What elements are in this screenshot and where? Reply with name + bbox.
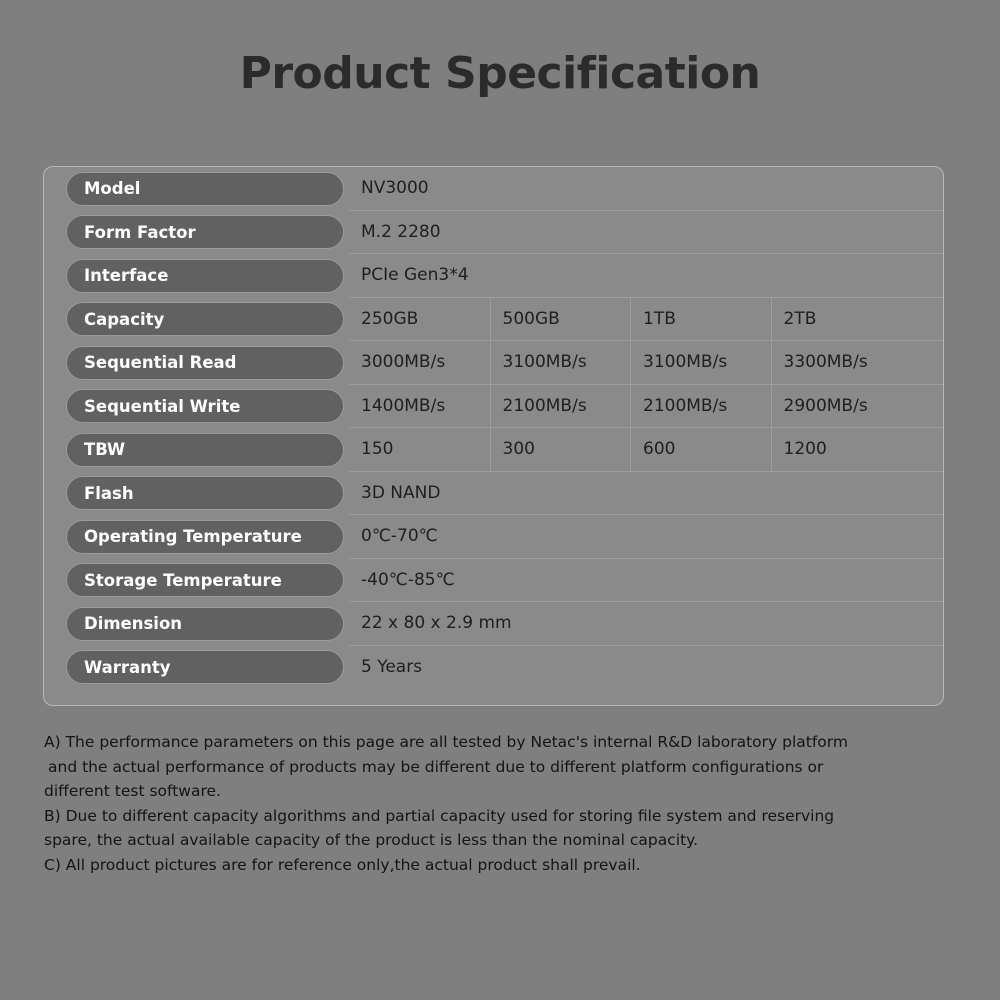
row-value: 2100MB/s xyxy=(630,385,771,428)
row-value: NV3000 xyxy=(361,178,429,199)
footnotes xyxy=(44,730,964,877)
row-label-text: Operating Temperature xyxy=(84,527,302,547)
row-label-cell xyxy=(44,602,349,646)
row-label-cell xyxy=(44,254,349,298)
row-value: 3D NAND xyxy=(361,482,441,503)
specification-table xyxy=(43,166,944,706)
row-label-pill xyxy=(66,346,344,380)
table-row xyxy=(44,298,943,342)
table-row xyxy=(44,515,943,559)
row-label-cell xyxy=(44,298,349,342)
row-value: 2900MB/s xyxy=(771,385,912,428)
row-label-pill xyxy=(66,259,344,293)
row-label-pill xyxy=(66,476,344,510)
footnote-a-line-1: A) The performance parameters on this page are all tested by Netac's internal R&D laboratory platform xyxy=(44,733,848,751)
row-value: 3300MB/s xyxy=(771,341,912,384)
row-label-cell xyxy=(44,515,349,559)
row-label-cell xyxy=(44,428,349,472)
row-values xyxy=(349,515,943,559)
table-row xyxy=(44,646,943,690)
row-value: M.2 2280 xyxy=(361,221,441,242)
row-label-cell xyxy=(44,646,349,690)
row-value: -40℃-85℃ xyxy=(361,569,455,590)
row-values xyxy=(349,385,943,429)
table-row xyxy=(44,385,943,429)
table-row xyxy=(44,167,943,211)
row-label-text: Storage Temperature xyxy=(84,570,282,590)
row-value: 1TB xyxy=(630,298,771,341)
row-label-cell xyxy=(44,472,349,516)
row-label-text: Interface xyxy=(84,266,169,286)
row-label-cell xyxy=(44,341,349,385)
row-label-pill xyxy=(66,389,344,423)
row-values xyxy=(349,602,943,646)
table-row xyxy=(44,211,943,255)
row-label-pill xyxy=(66,433,344,467)
row-label-text: Sequential Read xyxy=(84,353,237,373)
row-label-text: Capacity xyxy=(84,309,165,329)
row-label-pill xyxy=(66,172,344,206)
table-row xyxy=(44,472,943,516)
row-label-text: Dimension xyxy=(84,614,183,634)
footnote-a-line-2: and the actual performance of products may be different due to different platform configurations or xyxy=(48,757,824,776)
row-value: 2TB xyxy=(771,298,912,341)
row-label-text: Warranty xyxy=(84,657,171,677)
row-value: 5 Years xyxy=(361,657,423,678)
table-row xyxy=(44,341,943,385)
row-label-cell xyxy=(44,385,349,429)
row-value: 500GB xyxy=(490,298,631,341)
row-label-text: Model xyxy=(84,179,141,199)
footnote-b-line-2: spare, the actual available capacity of the product is less than the nominal capacity. xyxy=(44,831,699,849)
row-value: 250GB xyxy=(361,308,419,329)
row-values xyxy=(349,341,943,385)
row-value: PCIe Gen3*4 xyxy=(361,265,469,286)
table-row xyxy=(44,428,943,472)
row-values xyxy=(349,428,943,472)
row-value: 3100MB/s xyxy=(490,341,631,384)
row-values xyxy=(349,559,943,603)
row-label-pill xyxy=(66,650,344,684)
row-label-pill xyxy=(66,302,344,336)
footnote-c-line-1: C) All product pictures are for reference only,the actual product shall prevail. xyxy=(44,855,641,874)
footnote-b-line-1: B) Due to different capacity algorithms and partial capacity used for storing file system and reserving xyxy=(44,806,835,825)
row-values xyxy=(349,254,943,298)
row-value: 600 xyxy=(630,428,771,471)
row-value: 3000MB/s xyxy=(361,352,446,373)
row-label-text: TBW xyxy=(84,440,126,460)
page-title: Product Specification xyxy=(239,48,761,99)
row-label-pill xyxy=(66,215,344,249)
row-value: 2100MB/s xyxy=(490,385,631,428)
row-value: 22 x 80 x 2.9 mm xyxy=(361,613,512,634)
row-values xyxy=(349,472,943,516)
row-label-pill xyxy=(66,520,344,554)
row-value: 1200 xyxy=(771,428,912,471)
row-label-pill xyxy=(66,563,344,597)
row-value: 3100MB/s xyxy=(630,341,771,384)
table-row xyxy=(44,602,943,646)
row-values xyxy=(349,211,943,255)
row-label-cell xyxy=(44,559,349,603)
footnote-a-line-3: different test software. xyxy=(44,782,221,800)
row-label-cell xyxy=(44,211,349,255)
row-values xyxy=(349,298,943,342)
row-label-cell xyxy=(44,167,349,211)
row-label-text: Flash xyxy=(84,483,134,503)
table-row xyxy=(44,559,943,603)
row-label-pill xyxy=(66,607,344,641)
row-value: 1400MB/s xyxy=(361,395,446,416)
row-value: 300 xyxy=(490,428,631,471)
row-values xyxy=(349,167,943,211)
row-label-text: Form Factor xyxy=(84,222,196,242)
row-value: 150 xyxy=(361,439,394,460)
row-label-text: Sequential Write xyxy=(84,396,241,416)
row-value: 0℃-70℃ xyxy=(361,526,438,547)
row-values xyxy=(349,646,943,690)
table-row xyxy=(44,254,943,298)
